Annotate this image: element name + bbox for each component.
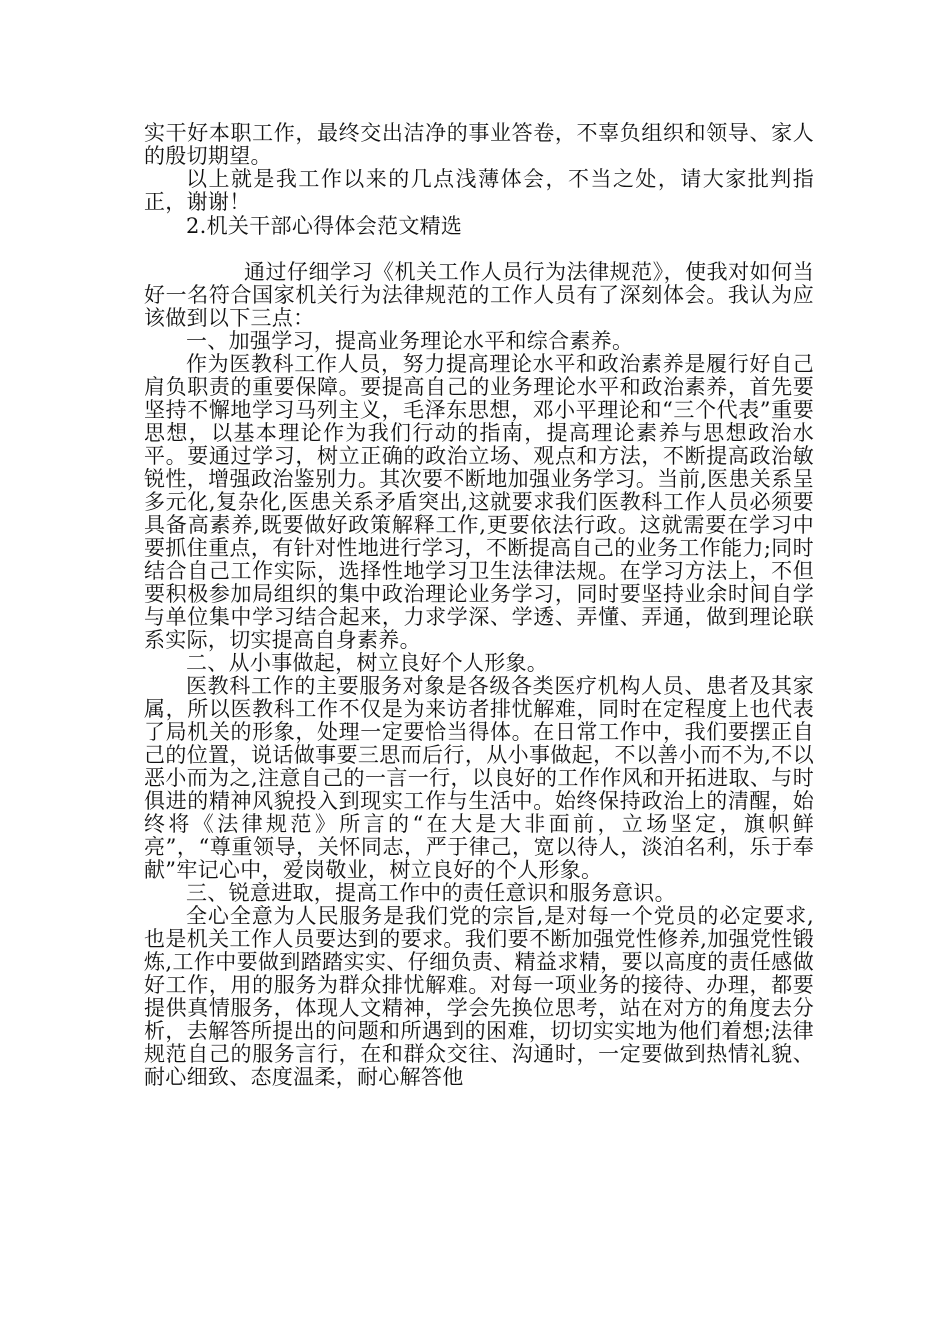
- point-heading-1: 一、加强学习，提高业务理论水平和综合素养。: [186, 329, 634, 353]
- paragraph-continuation: 实干好本职工作，最终交出洁净的事业答卷，不辜负组织和领导、家人的殷切期望。: [144, 121, 814, 168]
- paragraph-closing-remarks: 以上就是我工作以来的几点浅薄体会，不当之处，请大家批判指正，谢谢！: [144, 167, 814, 214]
- section-title: 2.机关干部心得体会范文精选: [186, 214, 463, 238]
- point-heading-2: 二、从小事做起，树立良好个人形象。: [186, 651, 549, 675]
- paragraph-point-2: 医教科工作的主要服务对象是各级各类医疗机构人员、患者及其家属，所以医教科工作不仅是为来访者排忧解难，同时在定程度上也代表了局机关的形象，处理一定要恰当得体。在日常工作中，我们要摆正自己的位置，说话做事要三思而后行，从小事做起，不以善小而不为,不以恶小而为之,注意自己的一言一行，以良好的工作作风和开拓进取、与时俱进的精神风貌投入到现实工作与生活中。始终保持政治上的清醒，始终将《法律规范》所言的“在大是大非面前，立场坚定，旗帜鲜亮”，“尊重领导，关怀同志，严于律己，宽以待人，淡泊名利，乐于奉献”牢记心中，爱岗敬业，树立良好的个人形象。: [144, 674, 814, 882]
- document-page: [144, 122, 814, 1089]
- paragraph-point-1: 作为医教科工作人员，努力提高理论水平和政治素养是履行好自己肩负职责的重要保障。要提高自己的业务理论水平和政治素养，首先要坚持不懈地学习马列主义，毛泽东思想，邓小平理论和“三个代表”重要思想，以基本理论作为我们行动的指南，提高理论素养与思想政治水平。要通过学习，树立正确的政治立场、观点和方法，不断提高政治敏锐性，增强政治鉴别力。其次要不断地加强业务学习。当前,医患关系呈多元化,复杂化,医患关系矛盾突出,这就要求我们医教科工作人员必须要具备高素养,既要做好政策解释工作,更要依法行政。这就需要在学习中要抓住重点，有针对性地进行学习，不断提高自己的业务工作能力;同时结合自己工作实际，选择性地学习卫生法律法规。在学习方法上，不但要积极参加局组织的集中政治理论业务学习，同时要坚持业余时间自学与单位集中学习结合起来，力求学深、学透、弄懂、弄通，做到理论联系实际，切实提高自身素养。: [144, 352, 814, 652]
- paragraph-intro: 通过仔细学习《机关工作人员行为法律规范》，使我对如何当好一名符合国家机关行为法律规范的工作人员有了深刻体会。我认为应该做到以下三点：: [144, 260, 814, 330]
- paragraph-point-3: 全心全意为人民服务是我们党的宗旨,是对每一个党员的必定要求,也是机关工作人员要达到的要求。我们要不断加强党性修养,加强党性锻炼,工作中要做到踏踏实实、仔细负责、精益求精，要以高度的责任感做好工作，用的服务为群众排忧解难。对每一项业务的接待、办理，都要提供真情服务，体现人文精神，学会先换位思考，站在对方的角度去分析，去解答所提出的问题和所遇到的困难，切切实实地为他们着想;法律规范自己的服务言行，在和群众交往、沟通时，一定要做到热情礼貌、耐心细致、态度温柔，耐心解答他: [144, 904, 814, 1089]
- point-heading-3: 三、锐意进取，提高工作中的责任意识和服务意识。: [186, 881, 676, 905]
